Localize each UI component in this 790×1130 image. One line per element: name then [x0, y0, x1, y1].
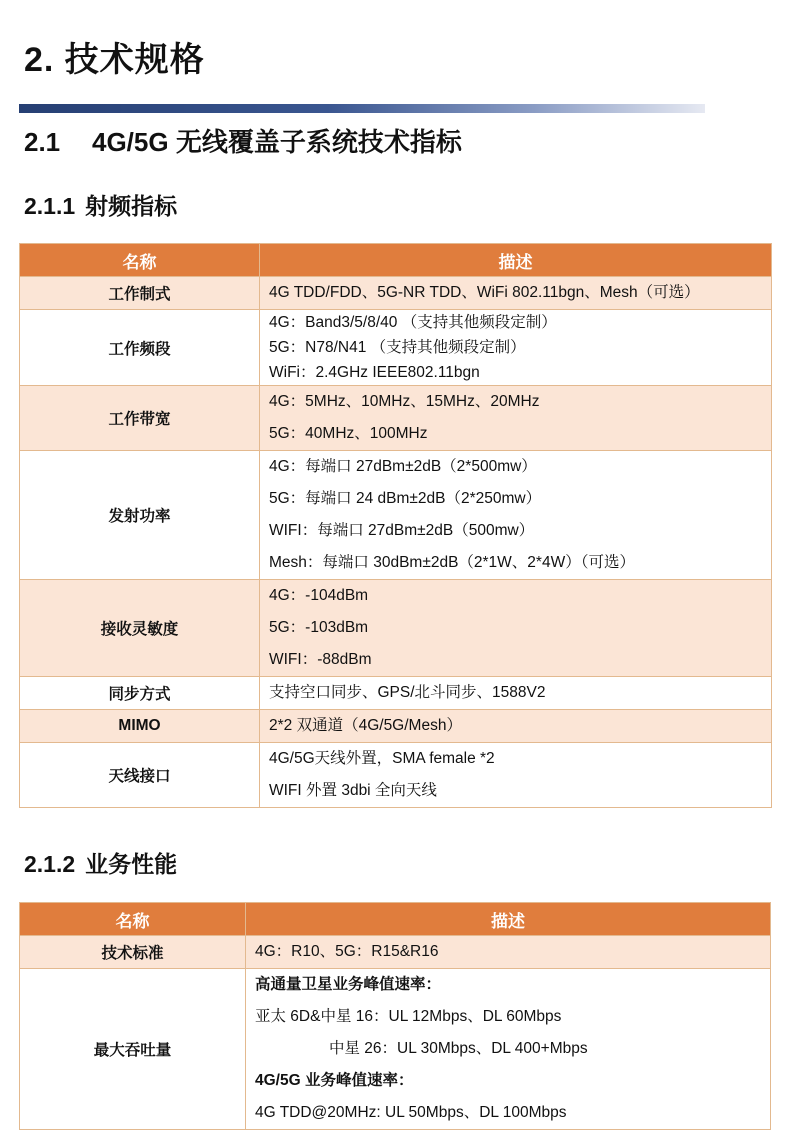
row-name: 技术标准	[20, 936, 246, 969]
desc-line: WiFi：2.4GHz IEEE802.11bgn	[269, 364, 480, 381]
column-header-desc: 描述	[246, 903, 771, 936]
row-name: 天线接口	[20, 743, 260, 808]
table-row	[20, 936, 771, 969]
desc-line: 4G：5MHz、10MHz、15MHz、20MHz	[269, 393, 540, 410]
desc-line: 亚太 6D&中星 16：UL 12Mbps、DL 60Mbps	[255, 1008, 562, 1025]
desc-line: 4G：R10、5G：R15&R16	[255, 943, 439, 960]
table-header-row	[20, 244, 772, 277]
desc-line: 4G TDD/FDD、5G-NR TDD、WiFi 802.11bgn、Mesh（可选）	[269, 284, 700, 301]
desc-line: 中星 26：UL 30Mbps、DL 400+Mbps	[329, 1040, 588, 1057]
rf-spec-number: 2.1.1	[24, 193, 76, 219]
desc-line: 5G：-103dBm	[269, 619, 369, 636]
column-header-name: 名称	[20, 903, 246, 936]
desc-line: 5G：40MHz、100MHz	[269, 425, 428, 442]
table-row	[20, 386, 772, 451]
desc-line: 4G/5G天线外置，SMA female *2	[269, 750, 495, 767]
row-name: 同步方式	[20, 677, 260, 710]
table-row	[20, 677, 772, 710]
table-header-row	[20, 903, 771, 936]
desc-line: 4G：Band3/5/8/40 （支持其他频段定制）	[269, 314, 557, 331]
rf-spec-title: 射频指标	[85, 193, 178, 219]
table-row	[20, 743, 772, 808]
desc-line: WIFI：-88dBm	[269, 651, 372, 668]
service-perf-number: 2.1.2	[24, 851, 76, 877]
subsection-number: 2.1	[24, 127, 61, 157]
row-name: 最大吞吐量	[20, 969, 246, 1130]
row-desc	[260, 677, 772, 710]
section-heading: 2. 技术规格	[24, 41, 205, 79]
rf-spec-heading	[24, 190, 177, 222]
table-row	[20, 310, 772, 386]
table-row	[20, 969, 771, 1130]
column-header-name: 名称	[20, 244, 260, 277]
row-desc	[246, 936, 771, 969]
table-row	[20, 451, 772, 580]
row-desc	[260, 310, 772, 386]
subsection-heading	[24, 124, 462, 160]
table-row	[20, 580, 772, 677]
desc-line: 5G：N78/N41 （支持其他频段定制）	[269, 339, 526, 356]
desc-line: Mesh：每端口 30dBm±2dB（2*1W、2*4W）（可选）	[269, 554, 635, 571]
row-name: 接收灵敏度	[20, 580, 260, 677]
desc-line: WIFI 外置 3dbi 全向天线	[269, 782, 437, 799]
desc-line: 4G：每端口 27dBm±2dB（2*500mw）	[269, 458, 537, 475]
table-row	[20, 277, 772, 310]
desc-line: 4G：-104dBm	[269, 587, 369, 604]
desc-line: WIFI：每端口 27dBm±2dB（500mw）	[269, 522, 535, 539]
row-name: 发射功率	[20, 451, 260, 580]
row-desc	[260, 710, 772, 743]
row-desc	[260, 277, 772, 310]
service-perf-table	[19, 902, 771, 1130]
service-perf-heading	[24, 848, 177, 880]
desc-line: 高通量卫星业务峰值速率：	[255, 976, 442, 993]
column-header-desc: 描述	[260, 244, 772, 277]
desc-line: 支持空口同步、GPS/北斗同步、1588V2	[269, 684, 546, 701]
row-desc	[260, 386, 772, 451]
desc-line: 4G TDD@20MHz: UL 50Mbps、DL 100Mbps	[255, 1104, 567, 1121]
heading-rule	[19, 104, 705, 113]
desc-line: 5G：每端口 24 dBm±2dB（2*250mw）	[269, 490, 542, 507]
desc-line: 2*2 双通道（4G/5G/Mesh）	[269, 717, 462, 734]
row-desc	[260, 743, 772, 808]
rf-spec-table	[19, 243, 772, 808]
row-name: 工作制式	[20, 277, 260, 310]
row-desc	[260, 580, 772, 677]
table-row	[20, 710, 772, 743]
row-desc	[246, 969, 771, 1130]
row-name: 工作频段	[20, 310, 260, 386]
desc-line: 4G/5G 业务峰值速率：	[255, 1072, 414, 1089]
subsection-title: 4G/5G 无线覆盖子系统技术指标	[92, 127, 462, 157]
row-desc	[260, 451, 772, 580]
row-name: 工作带宽	[20, 386, 260, 451]
service-perf-title: 业务性能	[85, 851, 178, 877]
row-name: MIMO	[20, 710, 260, 743]
